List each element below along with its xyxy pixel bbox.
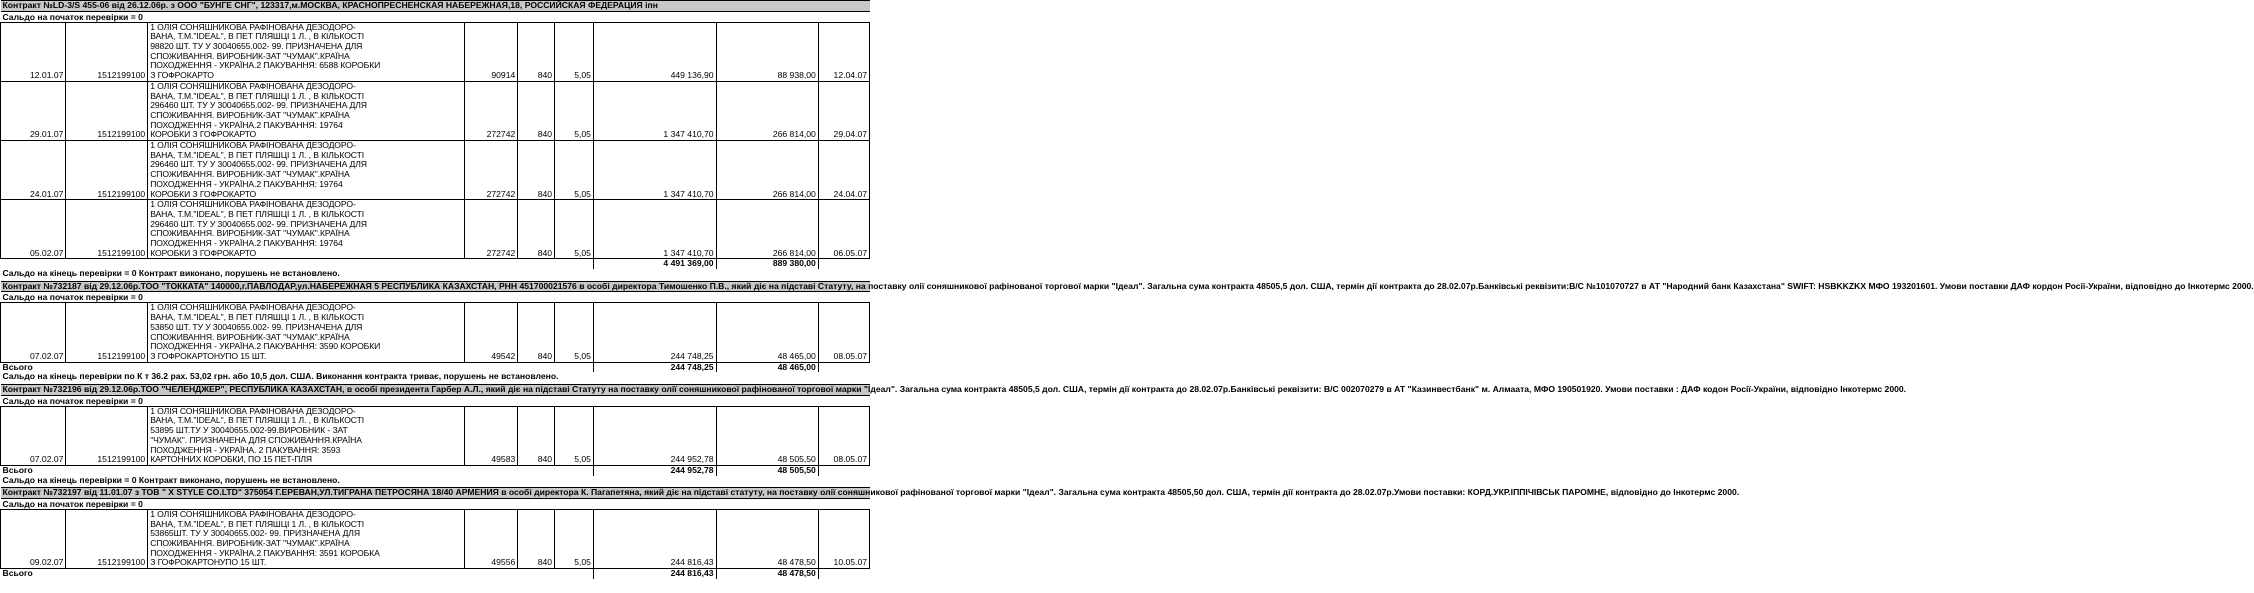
description-cell: 1 ОЛІЯ СОНЯШНИКОВА РАФІНОВАНА ДЕЗОДОРО- ВАНА, Т.М."IDEAL", В ПЕТ ПЛЯШЦІ 1 Л. , В КІЛЬКОСТІ 53865ШТ. ТУ У 30040655.002- 99. ПРИЗНАЧЕНА ДЛЯ СПОЖИВАННЯ. ВИРОБНИК-ЗАТ "ЧУМАК".КРАЇНА ПОХОДЖЕННЯ - УКРАЇНА.2 ПАКУВАННЯ: 3591 КОРОБКА З ГОФРОКАРТОНУПО 15 ШТ.	[148, 509, 465, 568]
total-spacer	[818, 465, 869, 475]
total-usd: 889 380,00	[716, 259, 818, 269]
code-cell: 1512199100	[66, 303, 148, 362]
date2-cell: 08.05.07	[818, 406, 869, 465]
contract-header: Контракт №732197 від 11.01.07 з ТОВ " X STYLE CO.LTD" 375054 Г.ЕРЕВАН,УЛ.ТИГРАНА ПЕТРОСЯНА 18/40 АРМЕНИЯ в особі директора К. Пагапетяна, який діє на підставі статуту, на поставку олії соняшникової рафінованої торгової марки "Ідеал". Загальна сума контракта 48505,50 дол. США, термін дії контракта до 28.02.07р.Умови поставки: КОРД.УКР.ІППІЧІВСЬК ПАРОМНЕ, відповідно до Інкотермс 2000.	[2, 487, 1740, 498]
currency-cell: 840	[518, 303, 555, 362]
rate-cell: 5,05	[555, 303, 594, 362]
code-cell: 1512199100	[66, 81, 148, 140]
total-spacer	[818, 259, 869, 269]
total-uah: 4 491 369,00	[593, 259, 716, 269]
currency-cell: 840	[518, 509, 555, 568]
amount-usd-cell: 266 814,00	[716, 141, 818, 200]
total-usd: 48 465,00	[716, 362, 818, 372]
quantity-cell: 272742	[465, 141, 518, 200]
contract-header-row	[1, 1, 870, 12]
contract-header: Контракт №732187 від 29.12.06р.ТОО "ТОККАТА" 140000,г.ПАВЛОДАР,ул.НАБЕРЕЖНАЯ 5 РЕСПУБЛИКА КАЗАХСТАН, РНН 451700021576 в особі директора Тимошенко П.В., який діє на підставі Статуту, на поставку олії соняшникової рафінованої торгової марки "Ідеал". Загальна сума контракта 48505,5 дол. США, термін дії контракта до 28.02.07р.Банківські реквізити:В/С №101070727 в АТ "Народний банк Казахстана" SWIFT: HSBKKZKX МФО 193201601. Умови поставки ДАФ кордон Росії-України, відповідно до Інкотермс 2000.	[2, 280, 2254, 291]
amount-usd-cell: 266 814,00	[716, 81, 818, 140]
quantity-cell: 90914	[465, 22, 518, 81]
amount-uah-cell: 1 347 410,70	[593, 200, 716, 259]
date2-cell: 24.04.07	[818, 141, 869, 200]
start-balance-row	[1, 498, 870, 509]
rate-cell: 5,05	[555, 141, 594, 200]
currency-cell: 840	[518, 406, 555, 465]
total-usd: 48 478,50	[716, 569, 818, 579]
total-spacer	[818, 569, 869, 579]
date-cell: 24.01.07	[1, 141, 66, 200]
end-balance-label: Сальдо на кінець перевірки = 0 Контракт виконано, порушень не встановлено.	[2, 268, 340, 279]
rate-cell: 5,05	[555, 22, 594, 81]
start-balance-label: Сальдо на початок перевірки = 0	[1, 292, 870, 303]
end-balance-row	[1, 372, 870, 382]
rate-cell: 5,05	[555, 406, 594, 465]
code-cell: 1512199100	[66, 406, 148, 465]
code-cell: 1512199100	[66, 22, 148, 81]
quantity-cell: 49542	[465, 303, 518, 362]
total-row	[1, 569, 870, 579]
contract-header: Контракт №732196 від 29.12.06р.ТОО "ЧЕЛЕНДЖЕР", РЕСПУБЛИКА КАЗАХСТАН, в особі президента Гарбер А.Л., який діє на підставі Статуту на поставку олії соняшникової рафінованої торгової марки "Ідеал". Загальна сума контракта 48505,5 дол. США, термін дії контракта до 28.02.07р.Банківські реквізити: В/С 002070279 в АТ "Казинвестбанк" м. Алмаата, МФО 190501920. Умови поставки : ДАФ кодон Росії-України, відповідно Інкотермс 2000.	[2, 384, 1907, 395]
date-cell: 07.02.07	[1, 303, 66, 362]
rate-cell: 5,05	[555, 509, 594, 568]
start-balance-label: Сальдо на початок перевірки = 0	[1, 498, 870, 509]
quantity-cell: 49583	[465, 406, 518, 465]
amount-usd-cell: 88 938,00	[716, 22, 818, 81]
quantity-cell: 49556	[465, 509, 518, 568]
rate-cell: 5,05	[555, 200, 594, 259]
total-usd: 48 505,50	[716, 465, 818, 475]
amount-uah-cell: 244 952,78	[593, 406, 716, 465]
contract-header-row	[1, 385, 870, 396]
contract-header-row	[1, 488, 870, 499]
total-spacer	[818, 362, 869, 372]
date2-cell: 06.05.07	[818, 200, 869, 259]
start-balance-label: Сальдо на початок перевірки = 0	[1, 11, 870, 22]
rate-cell: 5,05	[555, 81, 594, 140]
amount-usd-cell: 48 505,50	[716, 406, 818, 465]
date-cell: 07.02.07	[1, 406, 66, 465]
code-cell: 1512199100	[66, 509, 148, 568]
amount-uah-cell: 1 347 410,70	[593, 141, 716, 200]
date-cell: 29.01.07	[1, 81, 66, 140]
currency-cell: 840	[518, 22, 555, 81]
table-row	[1, 303, 870, 362]
amount-uah-cell: 1 347 410,70	[593, 81, 716, 140]
total-uah: 244 748,25	[593, 362, 716, 372]
end-balance-row	[1, 269, 870, 279]
table-row	[1, 509, 870, 568]
amount-uah-cell: 244 816,43	[593, 509, 716, 568]
description-cell: 1 ОЛІЯ СОНЯШНИКОВА РАФІНОВАНА ДЕЗОДОРО- ВАНА, Т.М."IDEAL", В ПЕТ ПЛЯШЦІ 1 Л. , В КІЛЬКОСТІ 53895 ШТ.ТУ У 30040655.002-99.ВИРОБНИК - ЗАТ "ЧУМАК". ПРИЗНАЧЕНА ДЛЯ СПОЖИВАННЯ.КРАЇНА ПОХОДЖЕННЯ - УКРАЇНА. 2 ПАКУВАННЯ: 3593 КАРТОННИХ КОРОБКИ, ПО 15 ПЕТ-ПЛЯ	[148, 406, 465, 465]
total-uah: 244 816,43	[593, 569, 716, 579]
description-cell: 1 ОЛІЯ СОНЯШНИКОВА РАФІНОВАНА ДЕЗОДОРО- ВАНА, Т.М."IDEAL", В ПЕТ ПЛЯШЦІ 1 Л. , В КІЛЬКОСТІ 98820 ШТ. ТУ У 30040655.002- 99. ПРИЗНАЧЕНА ДЛЯ СПОЖИВАННЯ. ВИРОБНИК-ЗАТ "ЧУМАК".КРАЇНА ПОХОДЖЕННЯ - УКРАЇНА.2 ПАКУВАННЯ: 6588 КОРОБКИ З ГОФРОКАРТО	[148, 22, 465, 81]
date2-cell: 12.04.07	[818, 22, 869, 81]
quantity-cell: 272742	[465, 200, 518, 259]
date2-cell: 29.04.07	[818, 81, 869, 140]
start-balance-label: Сальдо на початок перевірки = 0	[1, 395, 870, 406]
description-cell: 1 ОЛІЯ СОНЯШНИКОВА РАФІНОВАНА ДЕЗОДОРО- ВАНА, Т.М."IDEAL", В ПЕТ ПЛЯШЦІ 1 Л. , В КІЛЬКОСТІ 53850 ШТ. ТУ У 30040655.002- 99. ПРИЗНАЧЕНА ДЛЯ СПОЖИВАННЯ. ВИРОБНИК-ЗАТ "ЧУМАК".КРАЇНА ПОХОДЖЕННЯ - УКРАЇНА.2 ПАКУВАННЯ: 3590 КОРОБКИ З ГОФРОКАРТОНУПО 15 ШТ.	[148, 303, 465, 362]
total-label: Всього	[1, 569, 594, 579]
description-cell: 1 ОЛІЯ СОНЯШНИКОВА РАФІНОВАНА ДЕЗОДОРО- ВАНА, Т.М."IDEAL", В ПЕТ ПЛЯШЦІ 1 Л. , В КІЛЬКОСТІ 296460 ШТ. ТУ У 30040655.002- 99. ПРИЗНАЧЕНА ДЛЯ СПОЖИВАННЯ. ВИРОБНИК-ЗАТ "ЧУМАК".КРАЇНА ПОХОДЖЕННЯ - УКРАЇНА.2 ПАКУВАННЯ: 19764 КОРОБКИ З ГОФРОКАРТО	[148, 141, 465, 200]
end-balance-label: Сальдо на кінець перевірки по К т 36.2 рах. 53,02 грн. або 10,5 дол. США. Виконання контракта триває, порушень не встановлено.	[2, 371, 559, 382]
spacer-row	[1, 579, 870, 581]
table-row	[1, 406, 870, 465]
table-row	[1, 141, 870, 200]
date2-cell: 08.05.07	[818, 303, 869, 362]
contract-header-row	[1, 281, 870, 292]
contract-header: Контракт №LD-3/S 455-06 від 26.12.06р. з ООО "БУНГЕ СНГ", 123317,м.МОСКВА, КРАСНОПРЕСНЕНСКАЯ НАБЕРЕЖНАЯ,18, РОССИЙСКАЯ ФЕДЕРАЦИЯ іпн	[1, 1, 870, 12]
table-row	[1, 200, 870, 259]
start-balance-row	[1, 292, 870, 303]
date-cell: 09.02.07	[1, 509, 66, 568]
amount-uah-cell: 449 136,90	[593, 22, 716, 81]
amount-usd-cell: 48 478,50	[716, 509, 818, 568]
table-row	[1, 22, 870, 81]
total-label: Всього	[1, 465, 594, 475]
code-cell: 1512199100	[66, 200, 148, 259]
description-cell: 1 ОЛІЯ СОНЯШНИКОВА РАФІНОВАНА ДЕЗОДОРО- ВАНА, Т.М."IDEAL", В ПЕТ ПЛЯШЦІ 1 Л. , В КІЛЬКОСТІ 296460 ШТ. ТУ У 30040655.002- 99. ПРИЗНАЧЕНА ДЛЯ СПОЖИВАННЯ. ВИРОБНИК-ЗАТ "ЧУМАК".КРАЇНА ПОХОДЖЕННЯ - УКРАЇНА.2 ПАКУВАННЯ: 19764 КОРОБКИ З ГОФРОКАРТО	[148, 200, 465, 259]
spacer-cell	[1, 579, 870, 581]
currency-cell: 840	[518, 141, 555, 200]
end-balance-row	[1, 476, 870, 486]
total-uah: 244 952,78	[593, 465, 716, 475]
start-balance-row	[1, 395, 870, 406]
amount-usd-cell: 266 814,00	[716, 200, 818, 259]
code-cell: 1512199100	[66, 141, 148, 200]
amount-usd-cell: 48 465,00	[716, 303, 818, 362]
currency-cell: 840	[518, 81, 555, 140]
quantity-cell: 272742	[465, 81, 518, 140]
date-cell: 12.01.07	[1, 22, 66, 81]
total-label: Всього	[1, 362, 594, 372]
start-balance-row	[1, 11, 870, 22]
currency-cell: 840	[518, 200, 555, 259]
table-row	[1, 81, 870, 140]
date2-cell: 10.05.07	[818, 509, 869, 568]
description-cell: 1 ОЛІЯ СОНЯШНИКОВА РАФІНОВАНА ДЕЗОДОРО- ВАНА, Т.М."IDEAL", В ПЕТ ПЛЯШЦІ 1 Л. , В КІЛЬКОСТІ 296460 ШТ. ТУ У 30040655.002- 99. ПРИЗНАЧЕНА ДЛЯ СПОЖИВАННЯ. ВИРОБНИК-ЗАТ "ЧУМАК".КРАЇНА ПОХОДЖЕННЯ - УКРАЇНА.2 ПАКУВАННЯ: 19764 КОРОБКИ З ГОФРОКАРТО	[148, 81, 465, 140]
end-balance-label: Сальдо на кінець перевірки = 0 Контракт виконано, порушень не встановлено.	[2, 474, 340, 485]
date-cell: 05.02.07	[1, 200, 66, 259]
amount-uah-cell: 244 748,25	[593, 303, 716, 362]
